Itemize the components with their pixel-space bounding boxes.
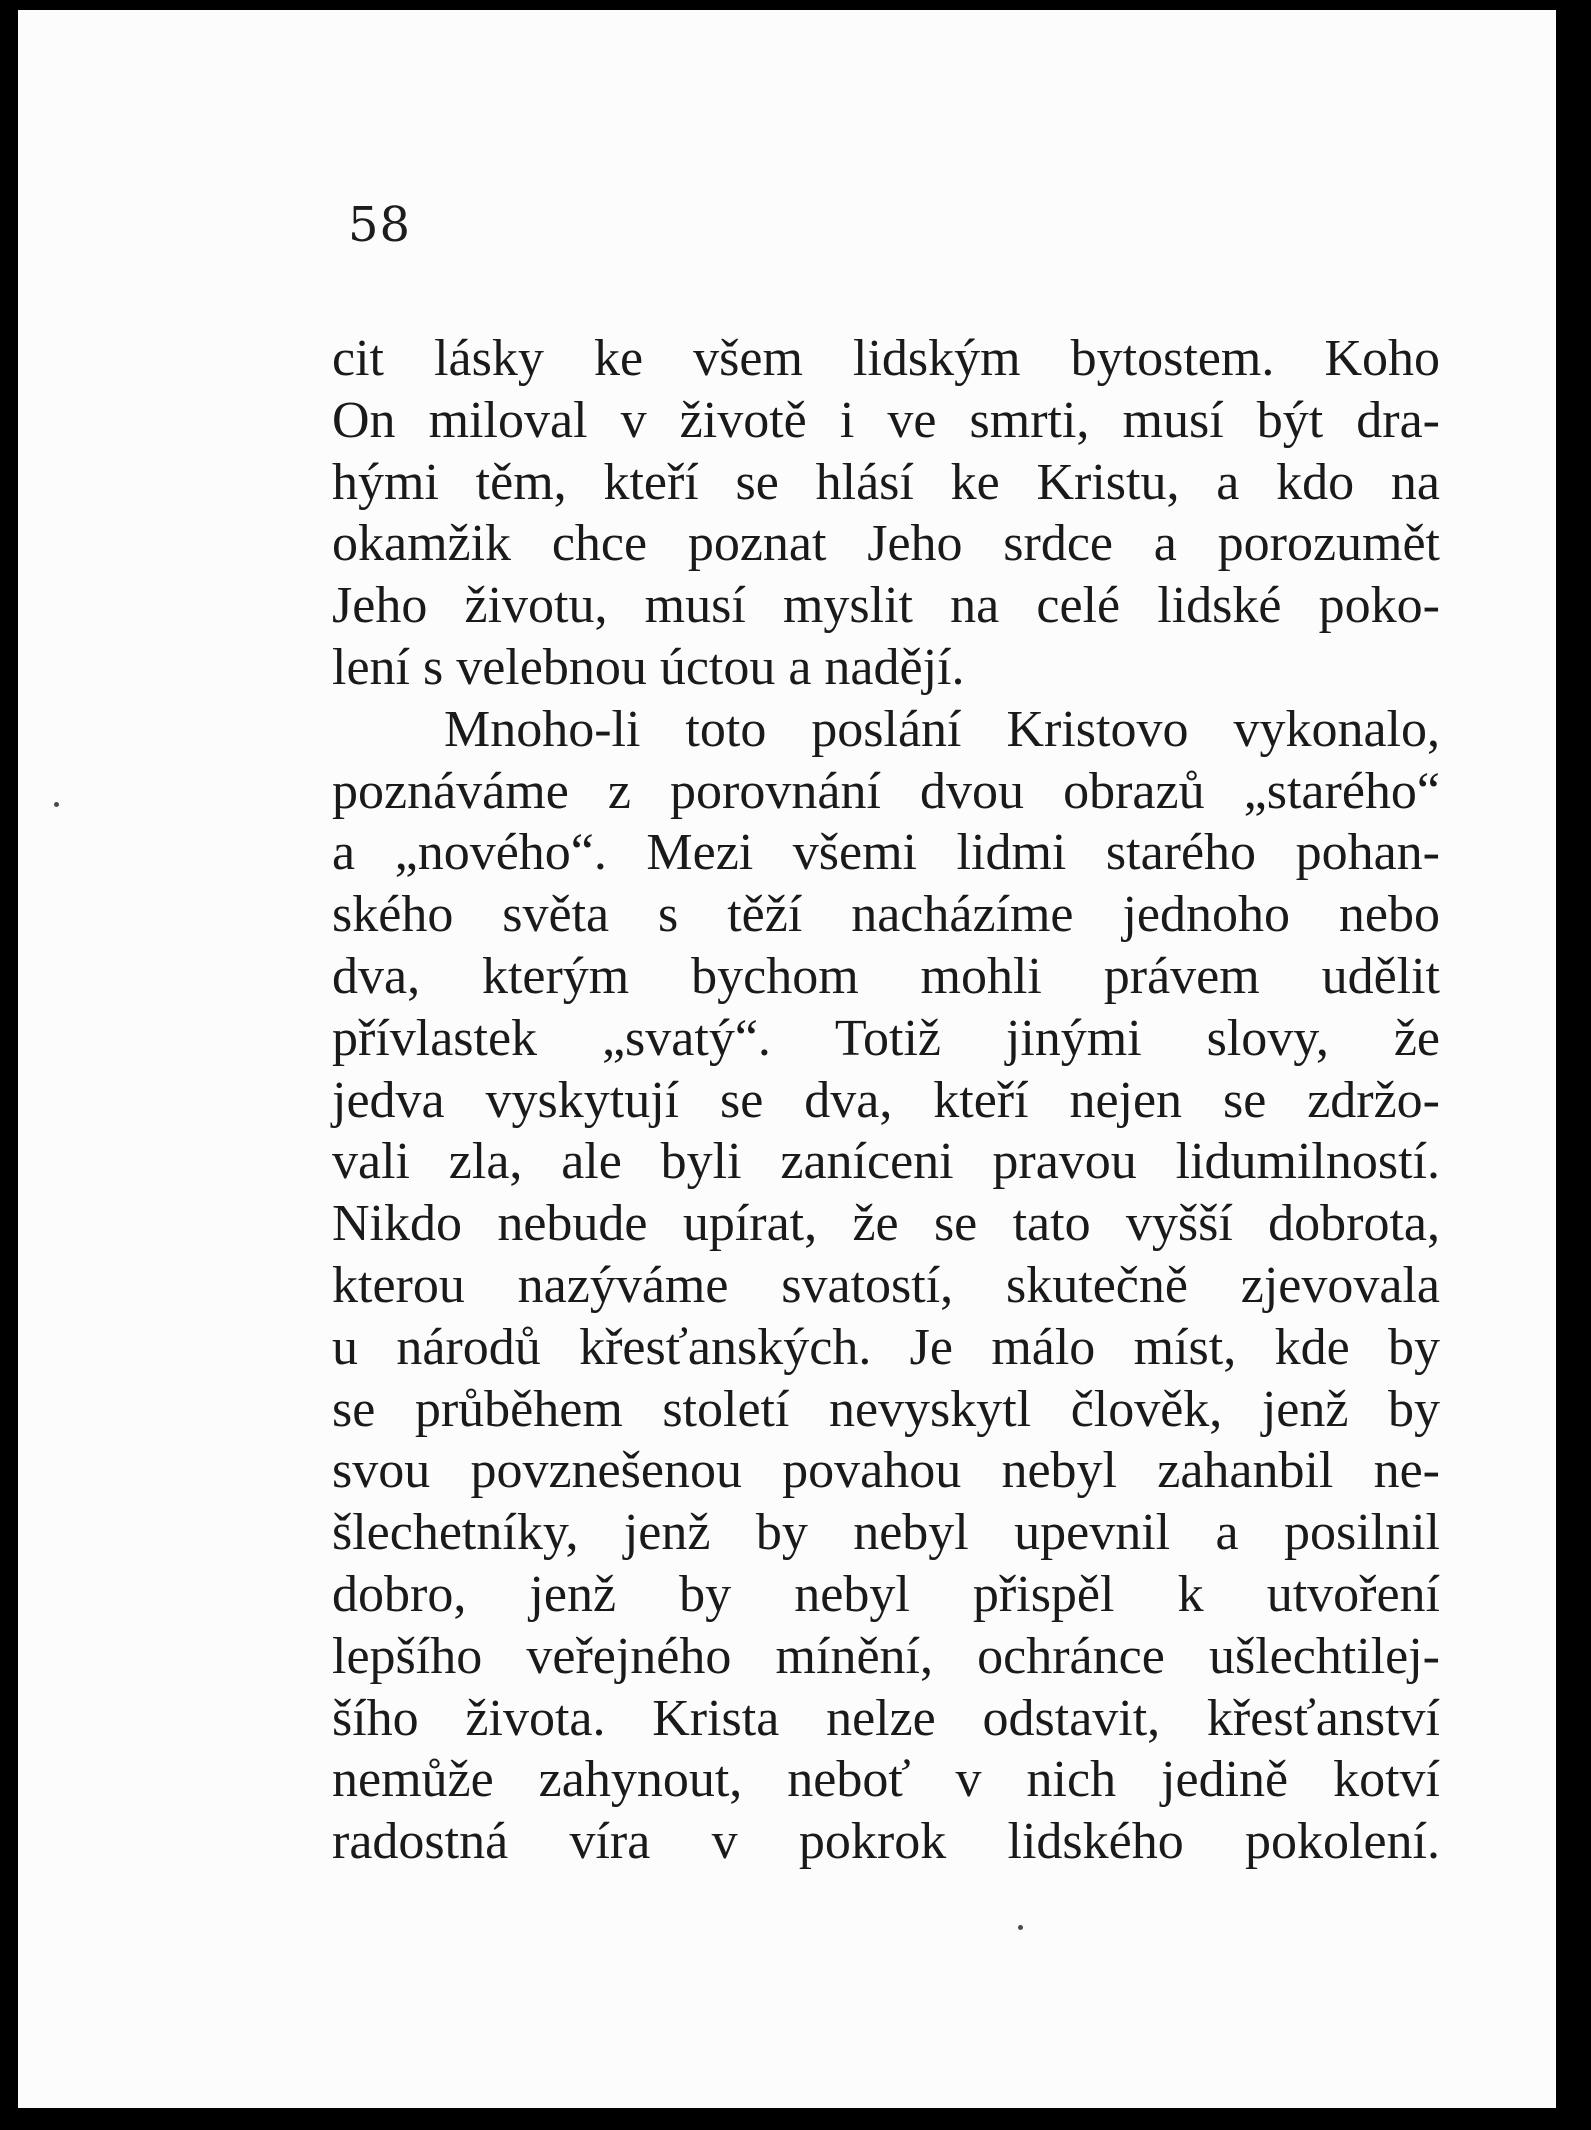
text-line: Jeho životu, musí myslit na celé lidské poko- bbox=[332, 577, 1440, 635]
text-line: Nikdo nebude upírat, že se tato vyšší dobrota, bbox=[332, 1195, 1440, 1253]
text-line: okamžik chce poznat Jeho srdce a porozumět bbox=[332, 515, 1440, 573]
text-line: radostná víra v pokrok lidského pokolení. bbox=[332, 1813, 1440, 1871]
text-line: šlechetníky, jenž by nebyl upevnil a posilnil bbox=[332, 1504, 1440, 1562]
text-line: kterou nazýváme svatostí, skutečně zjevovala bbox=[332, 1256, 1440, 1314]
text-line: On miloval v životě i ve smrti, musí být dra- bbox=[332, 391, 1440, 449]
text-line: vali zla, ale byli zaníceni pravou lidumilností. bbox=[332, 1133, 1440, 1191]
text-line: se průběhem století nevyskytl člověk, jenž by bbox=[332, 1380, 1440, 1438]
text-line: šího života. Krista nelze odstavit, křesťanství bbox=[332, 1689, 1440, 1747]
text-line: cit lásky ke všem lidským bytostem. Koho bbox=[332, 330, 1440, 387]
text-line: u národů křesťanských. Je málo míst, kde by bbox=[332, 1318, 1440, 1376]
text-line: hými těm, kteří se hlásí ke Kristu, a kdo na bbox=[332, 453, 1440, 511]
text-line: svou povznešenou povahou nebyl zahanbil ne- bbox=[332, 1442, 1440, 1500]
ink-speck bbox=[1018, 1925, 1023, 1930]
page-number: 58 bbox=[348, 197, 412, 253]
text-line: a „nového“. Mezi všemi lidmi starého pohan- bbox=[332, 824, 1440, 882]
text-line: ského světa s těží nacházíme jednoho nebo bbox=[332, 886, 1440, 944]
book-page bbox=[18, 10, 1556, 2108]
text-line: jedva vyskytují se dva, kteří nejen se zdržo- bbox=[332, 1071, 1440, 1129]
text-line: lepšího veřejného mínění, ochránce ušlechtilej- bbox=[332, 1627, 1440, 1685]
text-line: poznáváme z porovnání dvou obrazů „starého“ bbox=[332, 762, 1440, 820]
paragraph-2 bbox=[332, 699, 1440, 1873]
body-text bbox=[332, 328, 1440, 1873]
text-line: přívlastek „svatý“. Totiž jinými slovy, že bbox=[332, 1009, 1440, 1067]
text-line: Mnoho-li toto poslání Kristovo vykonalo, bbox=[444, 700, 1440, 758]
text-line: nemůže zahynout, neboť v nich jedině kotví bbox=[332, 1751, 1440, 1809]
text-line: dva, kterým bychom mohli právem udělit bbox=[332, 947, 1440, 1005]
text-line: dobro, jenž by nebyl přispěl k utvoření bbox=[332, 1565, 1440, 1623]
paragraph-1 bbox=[332, 328, 1440, 699]
text-line: lení s velebnou úctou a nadějí. bbox=[332, 638, 965, 696]
ink-speck bbox=[54, 802, 59, 807]
